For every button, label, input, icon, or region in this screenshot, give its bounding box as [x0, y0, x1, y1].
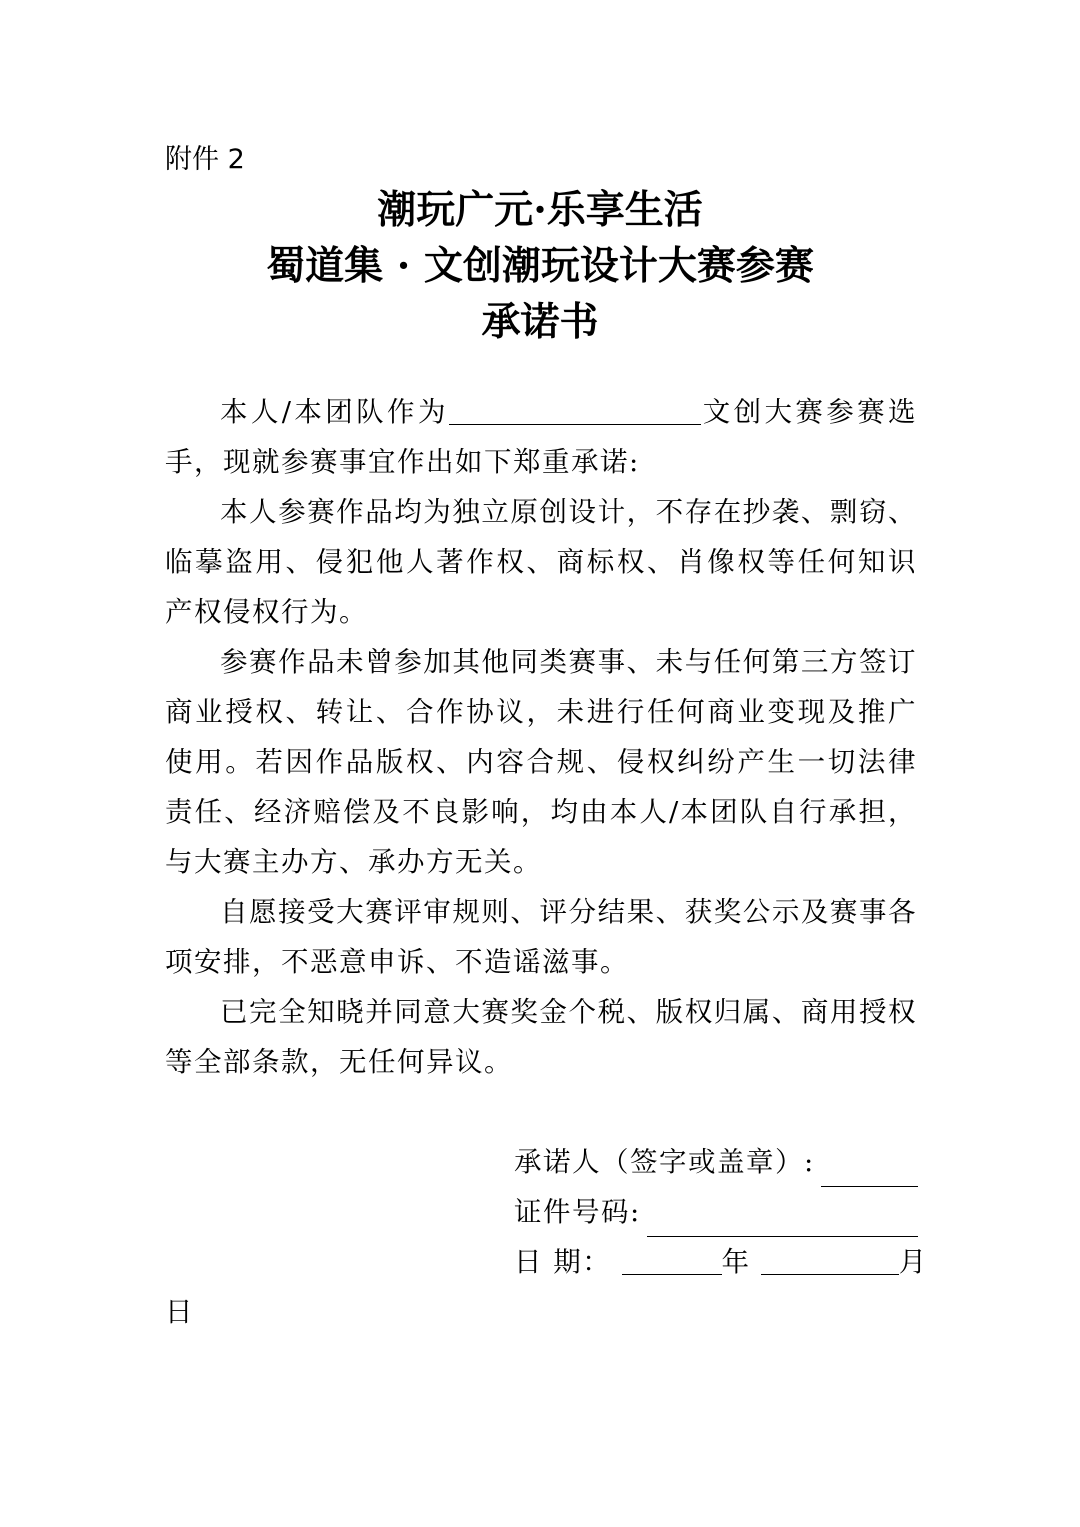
attachment-label: 附件 2 [165, 144, 245, 175]
id-number-row [514, 1187, 918, 1237]
year-blank[interactable] [622, 1244, 722, 1275]
date-row [514, 1237, 928, 1287]
document-title [0, 182, 1080, 350]
month-blank[interactable] [761, 1244, 899, 1275]
paragraph-1-lead: 本人/本团队作为 [220, 396, 449, 428]
signature-block [514, 1137, 928, 1287]
date-label: 日 期： [514, 1246, 612, 1278]
paragraph-2: 本人参赛作品均为独立原创设计，不存在抄袭、剽窃、临摹盗用、侵犯他人著作权、商标权、肖像权等任何知识产权侵权行为。 [165, 496, 917, 628]
day-label: 日 [165, 1296, 193, 1328]
promisor-row [514, 1137, 918, 1187]
month-label: 月 [898, 1246, 928, 1278]
title-line-1: 潮玩广元·乐享生活 [377, 187, 703, 233]
participant-name-blank[interactable] [449, 394, 701, 425]
promisor-label: 承诺人（签字或盖章）: [514, 1146, 815, 1178]
paragraph-4: 自愿接受大赛评审规则、评分结果、获奖公示及赛事各项安排，不恶意申诉、不造谣滋事。 [165, 896, 917, 978]
title-line-2: 蜀道集 · 文创潮玩设计大赛参赛 [266, 243, 814, 289]
id-number-blank[interactable] [647, 1200, 918, 1237]
paragraph-1-tail: 文创大赛参赛选手，现就参赛事宜作出如下郑重承诺: [165, 396, 918, 478]
paragraph-5: 已完全知晓并同意大赛奖金个税、版权归属、商用授权等全部条款，无任何异议。 [165, 996, 917, 1078]
paragraph-1 [165, 387, 917, 487]
promisor-signature-blank[interactable] [821, 1150, 918, 1187]
id-number-label: 证件号码: [514, 1196, 641, 1228]
year-label: 年 [721, 1246, 751, 1278]
title-line-3: 承诺书 [481, 299, 599, 345]
paragraph-3: 参赛作品未曾参加其他同类赛事、未与任何第三方签订商业授权、转让、合作协议，未进行任何商业变现及推广使用。若因作品版权、内容合规、侵权纠纷产生一切法律责任、经济赔偿及不良影响，均由本人/本团队自行承担，与大赛主办方、承办方无关。 [165, 646, 917, 878]
document-body [165, 387, 917, 1087]
